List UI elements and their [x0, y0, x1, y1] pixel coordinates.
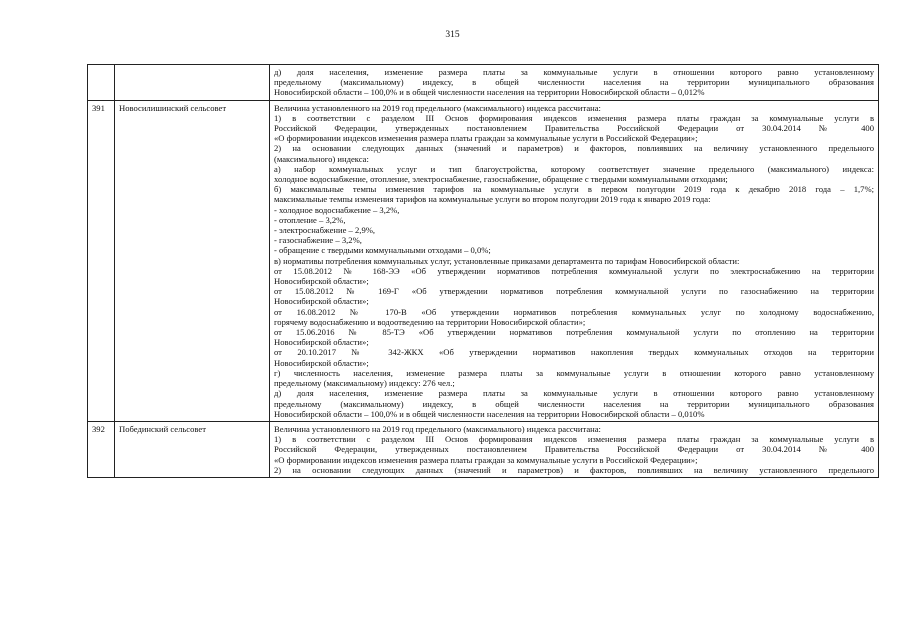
text-line: Величина установленного на 2019 год предельного (максимального) индекса рассчитана:: [274, 102, 601, 113]
text-line: Российской Федерации, утвержденных постановлением Правительства Российской Федерации от 30.04.2014 № 400: [274, 444, 874, 455]
index-description: [270, 65, 879, 101]
text-line: Новосибирской области»;: [274, 276, 369, 287]
table-row: [88, 100, 879, 421]
data-table: [87, 64, 879, 478]
text-line: предельному (максимальному) индексу: 276 чел.;: [274, 378, 455, 389]
text-line: от 15.08.2012 № 169-Г «Об утверждении нормативов потребления коммунальной услуги по газоснабжению на территории: [274, 286, 874, 297]
row-number: [88, 65, 115, 101]
index-description: [270, 100, 879, 421]
text-line: д) доля населения, изменение размера платы за коммунальные услуги в отношении которого равно установленному: [274, 67, 874, 77]
page-number: 315: [445, 30, 460, 40]
text-line: Российской Федерации, утвержденных постановлением Правительства Российской Федерации от 30.04.2014 № 400: [274, 123, 874, 134]
municipality-name: Новосилишинский сельсовет: [115, 100, 270, 421]
text-line: Новосибирской области»;: [274, 337, 369, 348]
text-line: от 15.06.2016 № 85-ТЭ «Об утверждении нормативов потребления коммунальной услуги по отоплению на территории: [274, 327, 874, 338]
text-line: Величина установленного на 2019 год предельного (максимального) индекса рассчитана:: [274, 423, 601, 434]
text-line: «О формировании индексов изменения размера платы граждан за коммунальные услуги в Российской Федерации»;: [274, 454, 698, 465]
text-line: предельному (максимальному) индексу, в общей численности населения на территории муниципального образования: [274, 398, 874, 409]
text-line: - газоснабжение – 3,2%,: [274, 235, 362, 246]
index-description: [270, 421, 879, 477]
text-line: а) набор коммунальных услуг и тип благоустройства, которому соответствует значение предельного (максимального) индекса:: [274, 163, 874, 174]
text-line: (максимального) индекса:: [274, 153, 369, 164]
text-line: г) численность населения, изменение размера платы за коммунальные услуги в отношении которого равно установленному: [274, 367, 874, 378]
text-line: от 15.08.2012 № 168-ЭЭ «Об утверждении нормативов потребления коммунальной услуги по электроснабжению на территории: [274, 265, 874, 276]
text-line: 2) на основании следующих данных (значений и параметров) и факторов, повлиявших на величину установленного предельного: [274, 464, 874, 475]
municipality-name: Побединский сельсовет: [115, 421, 270, 477]
table-row: [88, 65, 879, 101]
text-line: д) доля населения, изменение размера платы за коммунальные услуги в отношении которого равно установленному: [274, 388, 874, 399]
text-line: Новосибирской области»;: [274, 357, 369, 368]
text-line: б) максимальные темпы изменения тарифов на коммунальные услуги в первом полугодии 2019 года к декабрю 2018 года – 1,7%;: [274, 184, 874, 195]
text-line: - электроснабжение – 2,9%,: [274, 225, 376, 236]
text-line: «О формировании индексов изменения размера платы граждан за коммунальные услуги в Российской Федерации»;: [274, 133, 698, 144]
text-line: предельному (максимальному) индексу, в общей численности населения на территории муниципального образования: [274, 77, 874, 88]
text-line: 2) на основании следующих данных (значений и параметров) и факторов, повлиявших на величину установленного предельного: [274, 143, 874, 154]
text-line: от 20.10.2017 № 342-ЖКХ «Об утверждении нормативов накопления твердых коммунальных отходов на территории: [274, 347, 874, 358]
text-line: в) нормативы потребления коммунальных услуг, установленные приказами департамента по тарифам Новосибирской области:: [274, 255, 740, 266]
text-line: горячему водоснабжению и водоотведению на территории Новосибирской области»;: [274, 316, 586, 327]
text-line: холодное водоснабжение, отопление, электроснабжение, газоснабжение, обращение с твердыми коммунальными отходами;: [274, 174, 728, 185]
text-line: Новосибирской области – 100,0% и в общей численности населения на территории Новосибирской области – 0,012%: [274, 87, 705, 98]
row-number: 391: [88, 100, 115, 421]
text-line: - обращение с твердыми коммунальными отходами – 0,0%;: [274, 245, 491, 256]
table-row: [88, 421, 879, 477]
text-line: - холодное водоснабжение – 3,2%,: [274, 204, 400, 215]
text-line: от 16.08.2012 № 170-В «Об утверждении нормативов потребления коммунальных услуг по холодному водоснабжению,: [274, 306, 874, 317]
table-body: [88, 65, 879, 478]
municipality-name: [115, 65, 270, 101]
row-number: 392: [88, 421, 115, 477]
text-line: 1) в соответствии с разделом III Основ формирования индексов изменения размера платы граждан за коммунальные услуги в: [274, 112, 874, 123]
text-line: Новосибирской области – 100,0% и в общей численности населения на территории Новосибирской области – 0,010%: [274, 408, 705, 419]
text-line: - отопление – 3,2%,: [274, 214, 346, 225]
text-line: 1) в соответствии с разделом III Основ формирования индексов изменения размера платы граждан за коммунальные услуги в: [274, 434, 874, 445]
text-line: Новосибирской области»;: [274, 296, 369, 307]
text-line: максимальные темпы изменения тарифов на коммунальные услуги во втором полугодии 2019 года к январю 2019 года:: [274, 194, 711, 205]
